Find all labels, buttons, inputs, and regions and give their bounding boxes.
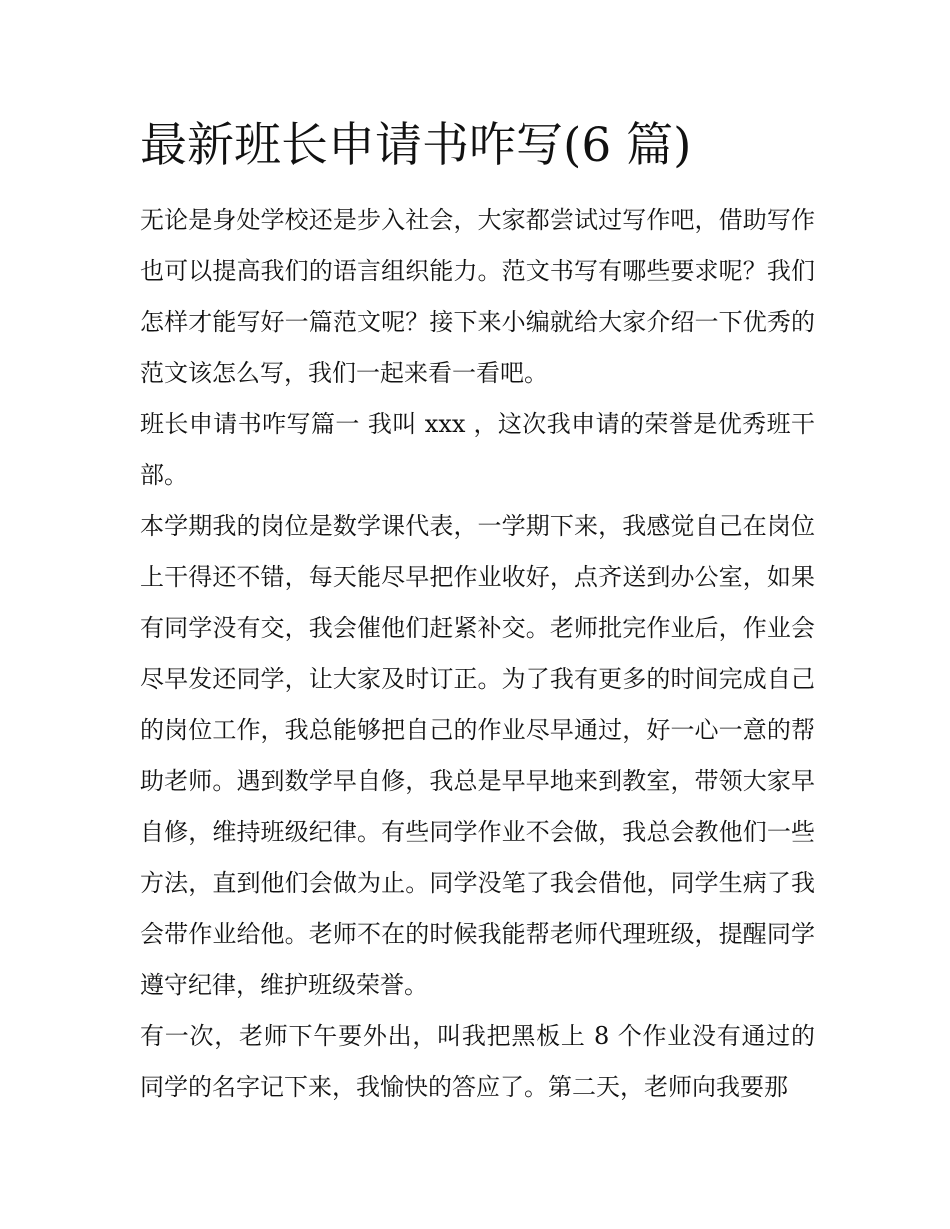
paragraph-section-one: 班长申请书咋写篇一 我叫 xxx ，这次我申请的荣誉是优秀班干部。 [140,410,815,489]
paragraph-duties: 本学期我的岗位是数学课代表，一学期下来，我感觉自己在岗位上干得还不错，每天能尽早把作业收好，点齐送到办公室，如果有同学没有交，我会催他们赶紧补交。老师批完作业后，作业会尽早发还同学，让大家及时订正。为了我有更多的时间完成自己的岗位工作，我总能够把自己的作业尽早通过，好一心一意的帮助老师。遇到数学早自修，我总是早早地来到教室，带领大家早自修，维持班级纪律。有些同学作业不会做，我总会教他们一些方法，直到他们会做为止。同学没笔了我会借他，同学生病了我会带作业给他。老师不在的时候我能帮老师代理班级，提醒同学遵守纪律，维护班级荣誉。 [140,512,815,999]
paragraph-anecdote: 有一次，老师下午要外出，叫我把黑板上 8 个作业没有通过的同学的名字记下来，我愉快的答应了。第二天，老师向我要那 [140,1022,815,1101]
document-page [140,108,815,1113]
document-title: 最新班长申请书咋写(6 篇) [140,118,692,173]
document-body [140,195,815,1113]
paragraph-intro: 无论是身处学校还是步入社会，大家都尝试过写作吧，借助写作也可以提高我们的语言组织能力。范文书写有哪些要求呢？我们怎样才能写好一篇范文呢？接下来小编就给大家介绍一下优秀的范文该怎么写，我们一起来看一看吧。 [140,206,815,387]
